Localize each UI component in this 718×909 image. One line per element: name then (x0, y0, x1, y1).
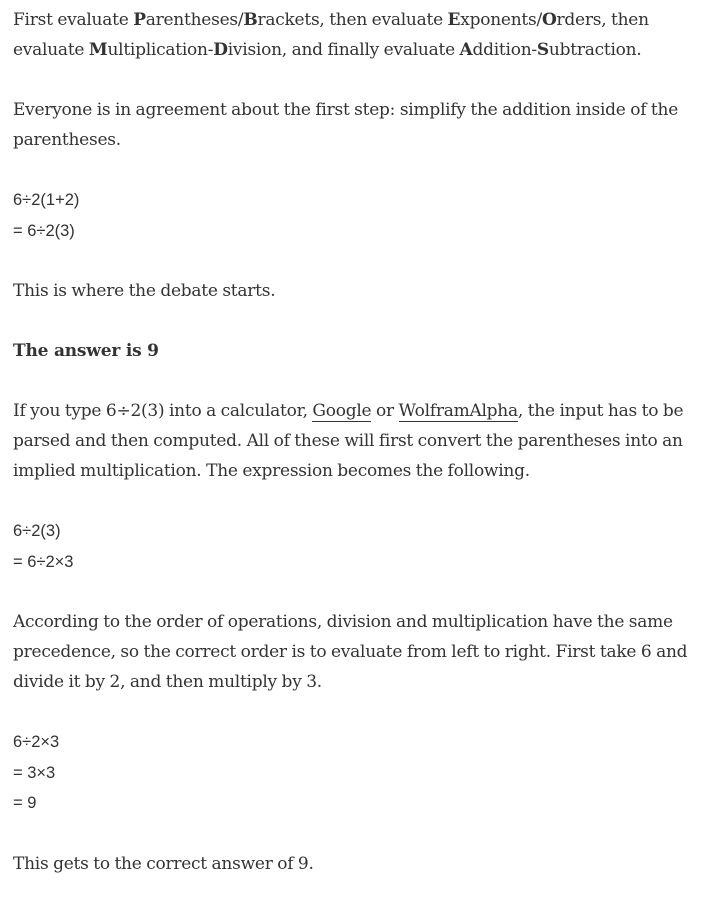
wolframalpha-link[interactable]: WolframAlpha (398, 401, 518, 421)
math-line: = 3×3 (13, 763, 56, 782)
text-span: If you type 6÷2(3) into a calculator, (13, 401, 313, 421)
text-span: rackets, then evaluate (257, 10, 448, 30)
text-span: ubtraction. (548, 40, 642, 60)
bold-letter: P (133, 10, 146, 30)
bold-letter: S (536, 40, 549, 60)
math-line: = 6÷2×3 (13, 552, 74, 571)
math-line: 6÷2(1+2) (13, 191, 80, 209)
text-span: , the input has to be parsed and then computed. All of these will first convert the parentheses into an implied multiplication. The expression becomes the following. (13, 401, 684, 481)
agreement-paragraph: Everyone is in agreement about the first step: simplify the addition inside of the parentheses. (13, 100, 679, 150)
text-span: ddition- (472, 40, 537, 60)
bold-letter: B (243, 10, 258, 30)
text-span: First evaluate (13, 10, 134, 30)
google-link[interactable]: Google (312, 401, 372, 421)
bold-letter: O (541, 10, 557, 30)
pemdas-paragraph (13, 5, 693, 65)
math-line: = 9 (13, 794, 37, 812)
text-span: ultiplication- (107, 40, 214, 60)
text-span: or (371, 401, 399, 421)
text-span: rders, then evaluate (13, 10, 649, 60)
article-body (13, 5, 693, 909)
text-span: arentheses/ (145, 10, 244, 30)
order-paragraph: According to the order of operations, division and multiplication have the same precedence, so the correct order is to evaluate from left to right. First take 6 and divide it by 2, and then multiply by 3. (13, 612, 688, 692)
bold-letter: M (88, 40, 108, 60)
math-line: 6÷2×3 (13, 733, 60, 751)
math-line: 6÷2(3) (13, 522, 61, 540)
math-block-simplify (13, 185, 693, 246)
answer-heading: The answer is 9 (13, 341, 159, 361)
text-span: xponents/ (460, 10, 542, 30)
math-block-implied (13, 516, 693, 577)
calculator-paragraph (13, 396, 693, 486)
bold-letter: D (213, 40, 228, 60)
bold-letter: E (447, 10, 461, 30)
debate-paragraph: This is where the debate starts. (13, 281, 276, 301)
math-block-evaluate (13, 727, 693, 819)
bold-letter: A (459, 40, 473, 60)
conclusion-paragraph: This gets to the correct answer of 9. (13, 853, 314, 874)
text-span: ivision, and finally evaluate (227, 40, 460, 60)
math-line: = 6÷2(3) (13, 221, 75, 240)
